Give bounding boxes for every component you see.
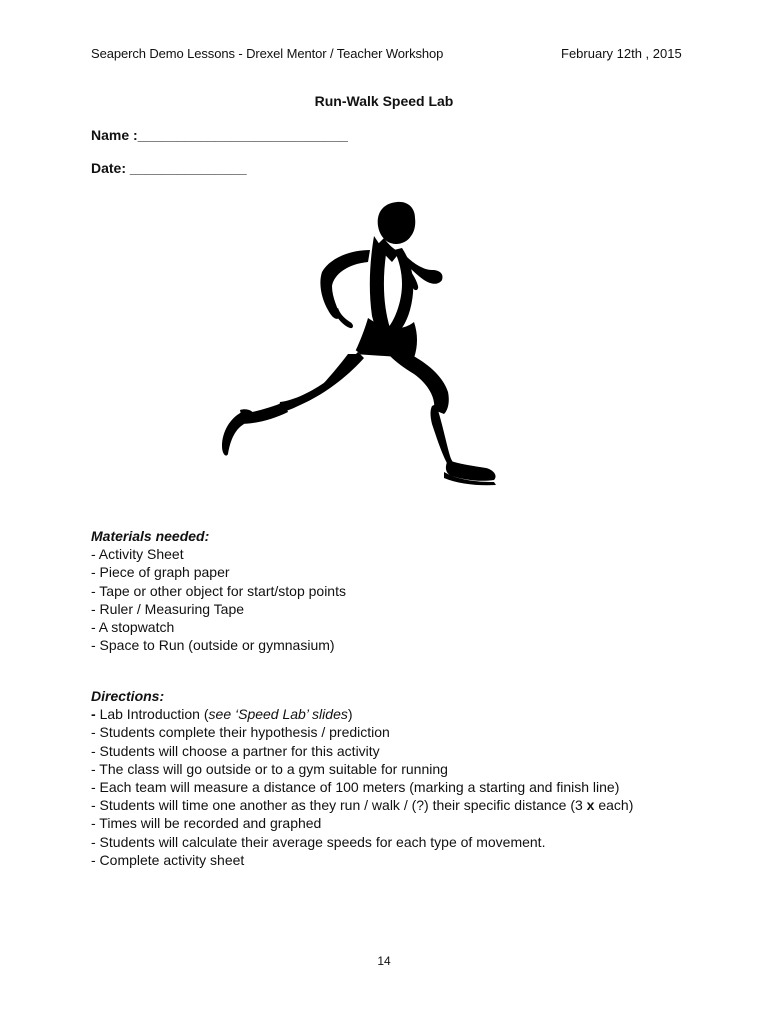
materials-item: - A stopwatch: [91, 619, 175, 636]
running-man-icon: [218, 198, 502, 488]
materials-item: - Piece of graph paper: [91, 564, 230, 581]
timing-after: each): [594, 797, 634, 814]
directions-item: - Complete activity sheet: [91, 851, 245, 868]
runner-back-foot: [222, 412, 244, 456]
runner-rear-arm: [320, 250, 370, 319]
materials-item: - Space to Run (outside or gymnasium): [91, 637, 335, 654]
directions-item: - Students will choose a partner for this activity: [91, 742, 380, 759]
intro-close: ): [347, 706, 353, 723]
directions-section: [91, 687, 633, 869]
directions-item-intro: [91, 705, 633, 723]
materials-item: - Tape or other object for start/stop points: [91, 582, 346, 599]
directions-item-timing: [91, 796, 633, 814]
materials-heading: Materials needed:: [91, 528, 210, 544]
directions-item: - Each team will measure a distance of 100 meters (marking a starting and finish line): [91, 779, 620, 796]
date-label: Date:: [91, 160, 130, 176]
materials-item: - Ruler / Measuring Tape: [91, 600, 245, 617]
page-title: Run-Walk Speed Lab: [314, 93, 454, 109]
runner-head: [378, 202, 416, 244]
intro-text: Lab Introduction (: [99, 706, 209, 723]
intro-dash: -: [91, 706, 100, 723]
date-field: [91, 160, 247, 176]
materials-item: - Activity Sheet: [91, 546, 184, 563]
page-number: 14: [377, 954, 391, 968]
directions-heading: Directions:: [91, 688, 165, 704]
timing-text: - Students will time one another as they run / walk / (?) their specific distance (3: [91, 797, 587, 814]
runner-front-thigh: [390, 348, 449, 414]
name-label: Name :: [91, 127, 138, 143]
directions-item: - Students complete their hypothesis / prediction: [91, 724, 390, 741]
header-lesson-title: Seaperch Demo Lessons - Drexel Mentor / Teacher Workshop: [91, 46, 444, 61]
timing-bold-x: x: [586, 797, 595, 814]
intro-emphasis: see ‘Speed Lab’ slides: [208, 706, 348, 723]
directions-item: - Times will be recorded and graphed: [91, 815, 322, 832]
date-blank: _______________: [129, 160, 247, 176]
directions-item: - Students will calculate their average speeds for each type of movement.: [91, 833, 546, 850]
header-date: February 12th , 2015: [561, 46, 682, 61]
materials-section: [91, 527, 346, 654]
name-blank: ___________________________: [137, 127, 348, 143]
name-field: [91, 127, 348, 143]
directions-item: - The class will go outside or to a gym suitable for running: [91, 760, 448, 777]
